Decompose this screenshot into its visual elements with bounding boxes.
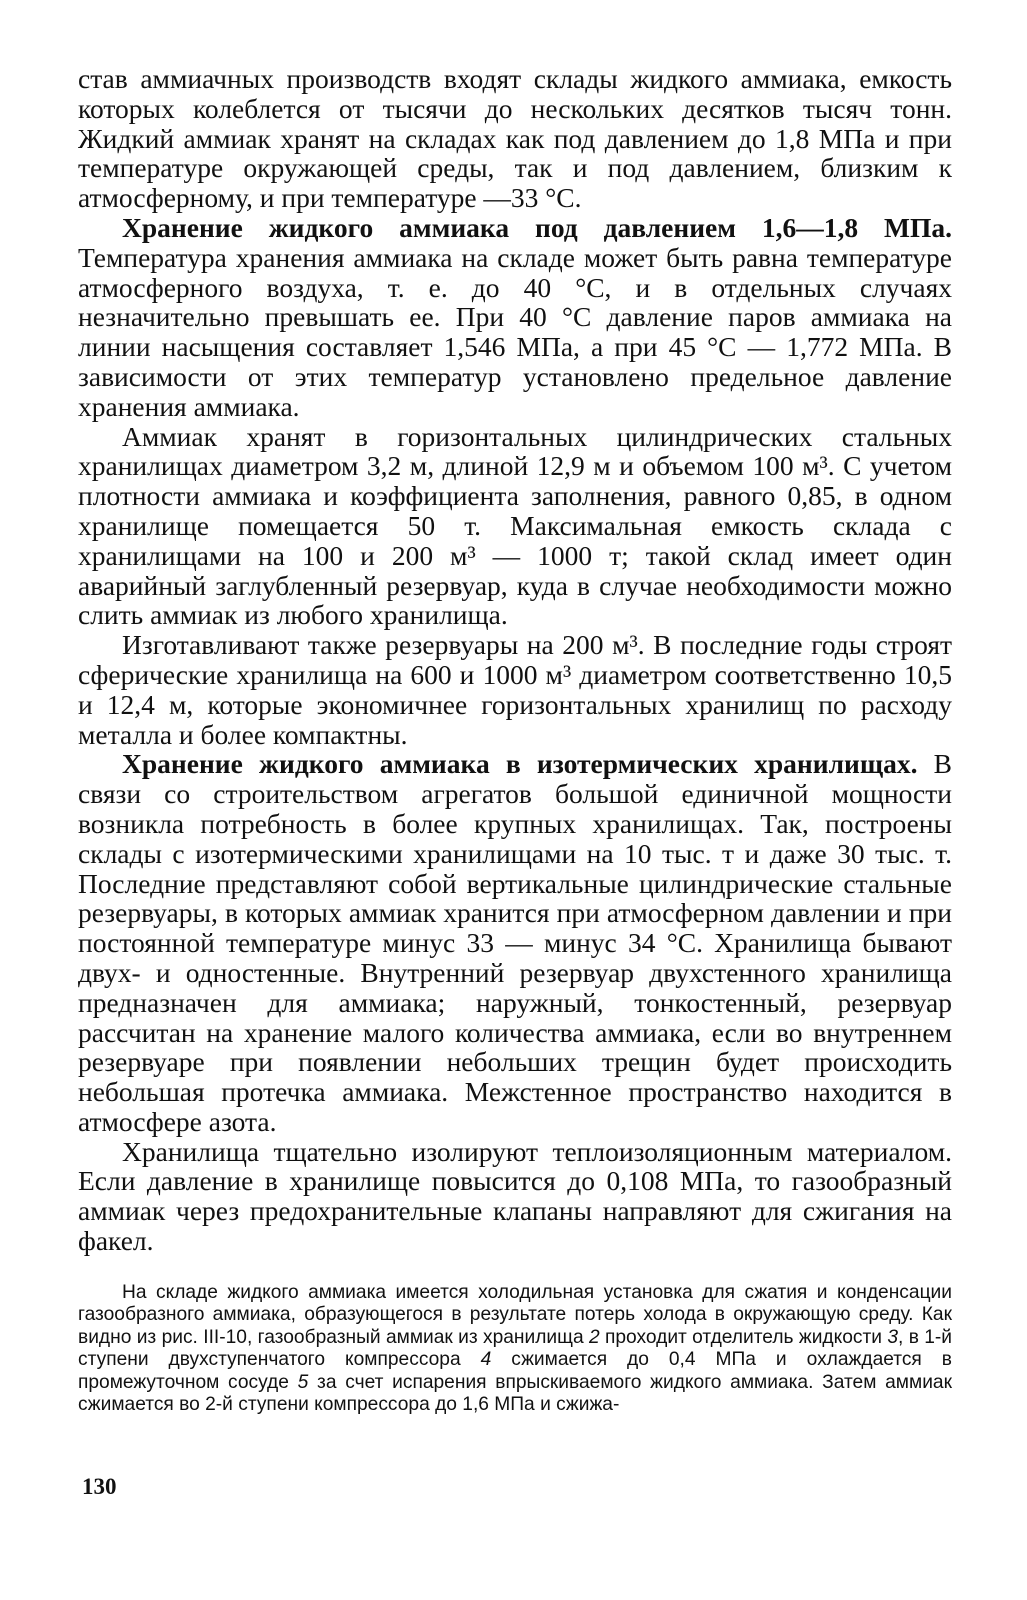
- paragraph-text: став аммиачных производств входят склады жидкого аммиака, емкость которых колеблется от тысячи до нескольких десятков тысяч тонн. Жидкий аммиак хранят на складах как под давлением до 1,8 МПа и при температуре окружающей среды, так и под давлением, близким к атмосферному, и при температуре —33 °С.: [78, 63, 952, 214]
- small-print-text: На складе жидкого аммиака имеется холодильная установка для сжатия и конденсации газообразного аммиака, образующегося в результате потерь холода в окружающую среду. Как видно из рис. III-10, газообразный аммиак из хранилища: [78, 1281, 952, 1348]
- figure-ref: 3: [887, 1326, 899, 1348]
- small-print-block: [78, 1282, 952, 1417]
- paragraph-spherical-tanks: [78, 630, 952, 749]
- paragraph-text: В связи со строительством агрегатов большой единичной мощности возникла потребность в более крупных хранилищах. Так, построены склады с изотермическими хранилищами на 10 тыс. т и даже 30 тыс. т. Последние представляют собой вертикальные цилиндрические стальные резервуары, в которых аммиак хранится при атмосферном давлении и при постоянной температуре минус 33 — минус 34 °С. Хранилища бывают двух- и одностенные. Внутренний резервуар двухстенного хранилища предназначен для аммиака; наружный, тонкостенный, резервуар рассчитан на хранение малого количества аммиака, если во внутреннем резервуаре при появлении небольших трещин будет происходить небольшая протечка аммиака. Межстенное пространство находится в атмосфере азота.: [78, 748, 953, 1137]
- paragraph-text: Аммиак хранят в горизонтальных цилиндрических стальных хранилищах диаметром 3,2 м, длиной 12,9 м и объемом 100 м³. С учетом плотности аммиака и коэффициента заполнения, равного 0,85, в одном хранилище помещается 50 т. Максимальная емкость склада с хранилищами на 100 и 200 м³ — 1000 т; такой склад имеет один аварийный заглубленный резервуар, куда в случае необходимости можно слить аммиак из любого хранилища.: [78, 420, 952, 631]
- paragraph-horizontal-tanks: [78, 422, 952, 631]
- figure-ref: 5: [297, 1371, 309, 1393]
- figure-ref: 4: [480, 1349, 492, 1371]
- small-print-text: проходит отделитель жидкости: [599, 1326, 888, 1348]
- section-heading-pressure-storage: Хранение жидкого аммиака под давлением 1,6—1,8 МПа.: [122, 211, 952, 243]
- paragraph-text: Хранилища тщательно изолируют теплоизоляционным материалом. Если давление в хранилище повысится до 0,108 МПа, то газообразный аммиак через предохранительные клапаны направляют для сжигания на факел.: [78, 1135, 952, 1257]
- small-print-text: сжимается до 0,4 МПа и охлаждается в промежуточном сосуде: [78, 1349, 952, 1393]
- page-number: 130: [82, 1474, 117, 1499]
- figure-ref: 2: [588, 1326, 600, 1348]
- small-print-text: за счет испарения впрыскиваемого жидкого аммиака. Затем аммиак сжимается во 2-й ступени компрессора до 1,6 МПа и сжижа-: [78, 1371, 952, 1416]
- paragraph-isothermal-storage: [78, 749, 952, 1136]
- paragraph-intro: [78, 64, 952, 213]
- book-page: [78, 64, 952, 1417]
- small-print-paragraph: [78, 1282, 952, 1417]
- paragraph-insulation: [78, 1137, 952, 1256]
- small-print-text: , в 1-й ступени двухступенчатого компрессора: [78, 1326, 953, 1371]
- paragraph-text: Температура хранения аммиака на складе может быть равна температуре атмосферного воздуха, т. е. до 40 °С, и в отдельных случаях незначительно превышать ее. При 40 °С давление паров аммиака на линии насыщения составляет 1,546 МПа, а при 45 °С — 1,772 МПа. В зависимости от этих температур установлено предельное давление хранения аммиака.: [78, 241, 952, 422]
- section-heading-isothermal-storage: Хранение жидкого аммиака в изотермических хранилищах.: [122, 748, 918, 780]
- paragraph-text: Изготавливают также резервуары на 200 м³. В последние годы строят сферические хранилища на 600 и 1000 м³ диаметром соответственно 10,5 и 12,4 м, которые экономичнее горизонтальных хранилищ по расходу металла и более компактны.: [78, 629, 952, 750]
- paragraph-pressure-storage: [78, 213, 952, 422]
- main-text: [78, 64, 952, 1256]
